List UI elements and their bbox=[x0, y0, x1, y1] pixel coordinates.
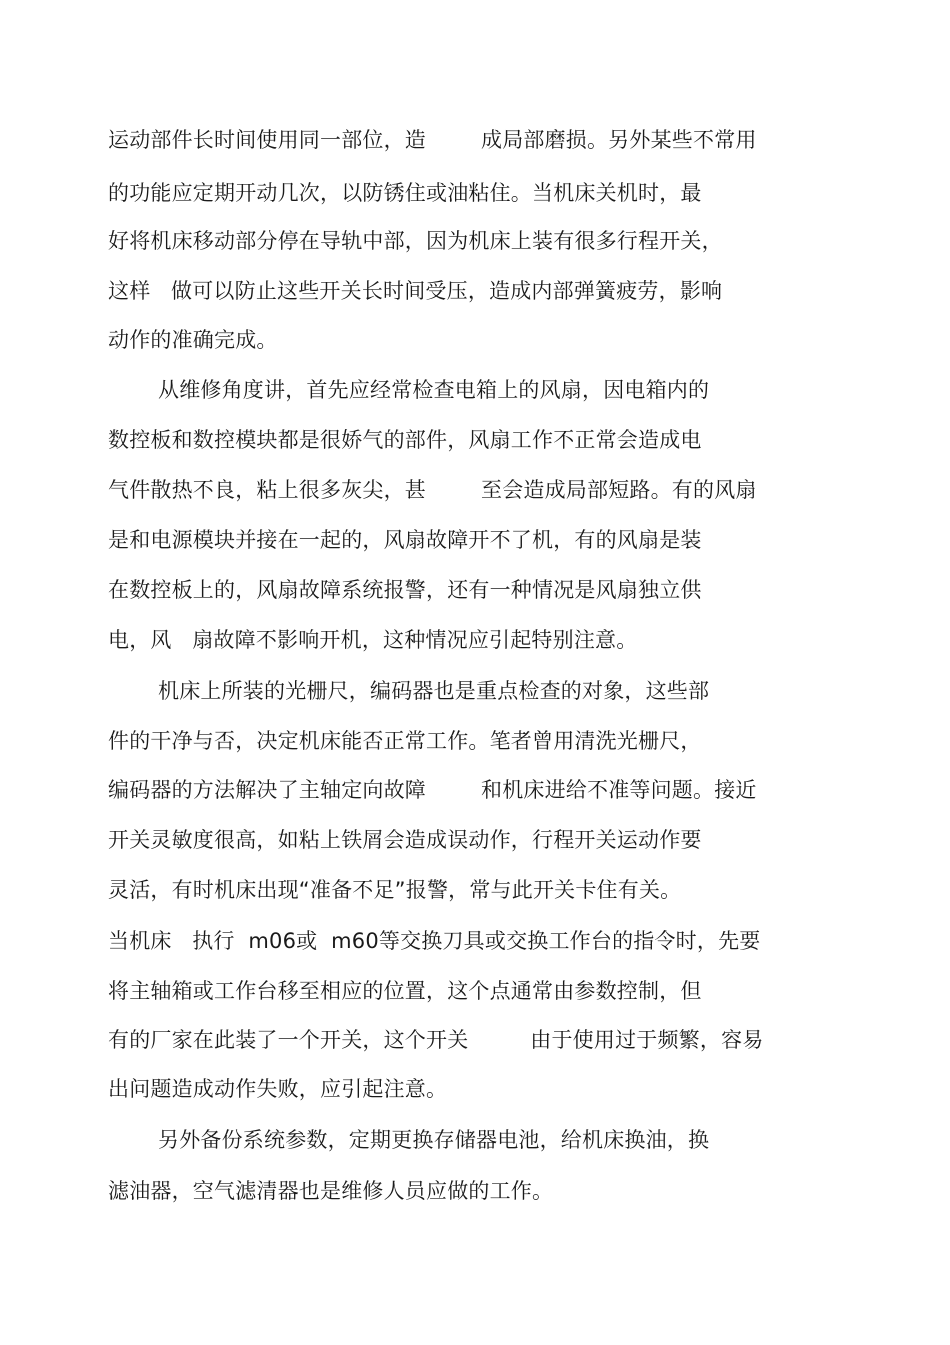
text-line: 当机床 执行 m06或 m60等交换刀具或交换工作台的指令时，先要 bbox=[108, 929, 761, 953]
text-line: 件的干净与否，决定机床能否正常工作。笔者曾用清洗光栅尺， bbox=[108, 729, 702, 753]
text-line: 气件散热不良，粘上很多灰尖，甚 至会造成局部短路。有的风扇 bbox=[108, 478, 757, 502]
text-line: 从维修角度讲，首先应经常检查电箱上的风扇，因电箱内的 bbox=[158, 378, 710, 402]
text-line: 机床上所装的光栅尺，编码器也是重点检查的对象，这些部 bbox=[158, 679, 710, 703]
text-line: 有的厂家在此装了一个开关，这个开关 由于使用过于频繁，容易 bbox=[108, 1028, 764, 1052]
text-line: 数控板和数控模块都是很娇气的部件，风扇工作不正常会造成电 bbox=[108, 428, 702, 452]
text-line: 电，风 扇故障不影响开机，这种情况应引起特别注意。 bbox=[108, 628, 638, 652]
text-line: 动作的准确完成。 bbox=[108, 328, 278, 352]
text-line: 滤油器，空气滤清器也是维修人员应做的工作。 bbox=[108, 1179, 554, 1203]
text-line: 运动部件长时间使用同一部位，造 成局部磨损。另外某些不常用 bbox=[108, 128, 757, 152]
text-line: 出问题造成动作失败，应引起注意。 bbox=[108, 1077, 448, 1101]
text-line: 编码器的方法解决了主轴定向故障 和机床进给不准等问题。接近 bbox=[108, 778, 757, 802]
text-line: 灵活，有时机床出现“准备不足”报警，常与此开关卡住有关。 bbox=[108, 878, 682, 902]
text-line: 的功能应定期开动几次，以防锈住或油粘住。当机床关机时，最 bbox=[108, 181, 702, 205]
text-line: 另外备份系统参数，定期更换存储器电池，给机床换油，换 bbox=[158, 1128, 710, 1152]
text-line: 在数控板上的，风扇故障系统报警，还有一种情况是风扇独立供 bbox=[108, 578, 702, 602]
text-line: 这样 做可以防止这些开关长时间受压，造成内部弹簧疲劳，影响 bbox=[108, 279, 723, 303]
text-line: 将主轴箱或工作台移至相应的位置，这个点通常由参数控制，但 bbox=[108, 979, 702, 1003]
text-line: 好将机床移动部分停在导轨中部，因为机床上装有很多行程开关， bbox=[108, 229, 723, 253]
text-line: 是和电源模块并接在一起的，风扇故障开不了机，有的风扇是装 bbox=[108, 528, 702, 552]
text-line: 开关灵敏度很高，如粘上铁屑会造成误动作，行程开关运动作要 bbox=[108, 828, 702, 852]
